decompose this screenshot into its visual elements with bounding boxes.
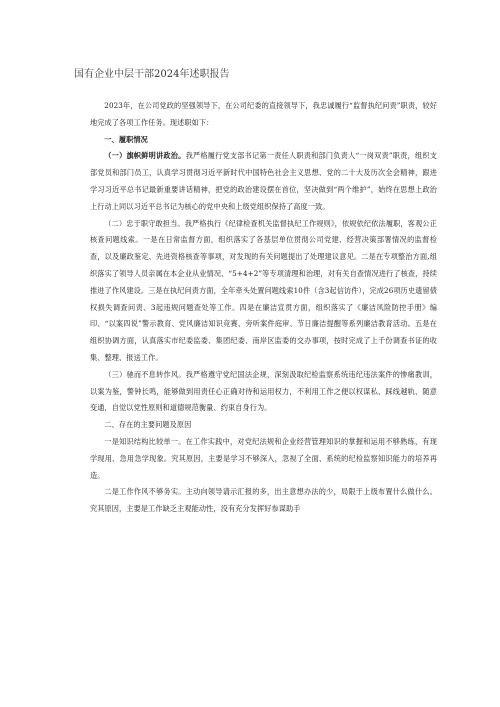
paragraph-work-style: 二是工作作风不够务实。主动向领导请示汇报的多，出主意想办法的少，局限于上级布置什么做什么。究其原因，主要是工作缺乏主观能动性，没有充分发挥好参谋助手 <box>90 487 437 514</box>
paragraph-political <box>90 148 437 215</box>
document-title: 国有企业中层干部2024年述职报告 <box>74 69 230 80</box>
paragraph-knowledge: 一是知识结构比较单一。在工作实践中，对党纪法规和企业经营管理知识的掌握和运用不够熟练，有现学现用、急用急学现象。究其原因，主要是学习不够深入，忽视了全面、系统的纪检监察知识能力的培养再造。 <box>90 436 437 480</box>
paragraph-style: （三）驰而不息转作风。我严格遵守党纪国法企规，深刻汲取纪检监察系统违纪违法案件的惨痛教训，以案为鉴，警钟长鸣，能够做到用责任心正确对待和运用权力，不利用工作之便以权谋私、踩线越轨、随意变通，自觉以党性原则和道德规范衡量、约束自身行为。 <box>90 369 437 413</box>
intro-paragraph: 2023年，在公司党政的坚强领导下，在公司纪委的直接领导下，我忠诚履行“监督执纪问责”职责，较好地完成了各项工作任务。现述职如下： <box>90 101 437 127</box>
document-body <box>90 98 437 518</box>
section-heading-problems: 二、存在的主要问题及原因 <box>104 420 192 430</box>
section-heading-performance: 一、履职情况 <box>104 134 148 144</box>
paragraph-political-text: 我严格履行党支部书记第一责任人职责和部门负责人“一岗双责”职责，组织支部党员和部门员工，认真学习贯彻习近平新时代中国特色社会主义思想、党的二十大及历次全会精神，跟进学习习近平总书记最新重要讲话精神，把党的政治建设摆在首位，坚决做到“两个维护”，始终在思想上政治上行动上同以习近平总书记为核心的党中央和上级党组织保持了高度一致。 <box>90 151 437 211</box>
paragraph-duty: （二）忠于职守敢担当。我严格执行《纪律检查机关监督执纪工作规则》，依规依纪依法履职，客观公正核查问题线索。一是在日常监督方面，组织落实了各基层单位贯彻公司党建、经营决策部署情况的监督检查，以及廉政鉴定、先进资格核查等事项，对发现的有关问题提出了处理建议意见。二是在专项整治方面,组织落实了领导人员亲属在本企业从业情况、“5+4+2”等专项清理和治理，对有关自查情况进行了核查，持续推进了作风建设。三是在执纪问责方面，全年牵头处置问题线索10件（含3起信访件），完成26项历史遗留债权损失调查问责、3起违规问题查处等工作。四是在廉洁宣贯方面，组织落实了《廉洁风险防控手册》编印、“以案四说”警示教育、党风廉洁知识竞赛、旁听案件庭审、节日廉洁提醒等系列廉洁教育活动。五是在组织协调方面，认真落实市纪委监委、集团纪委、南岸区监委的交办事项，按时完成了上千份调查书证的收集、整理、报送工作。 <box>90 218 437 362</box>
paragraph-political-label: （一）旗帜鲜明讲政治。 <box>104 151 186 161</box>
